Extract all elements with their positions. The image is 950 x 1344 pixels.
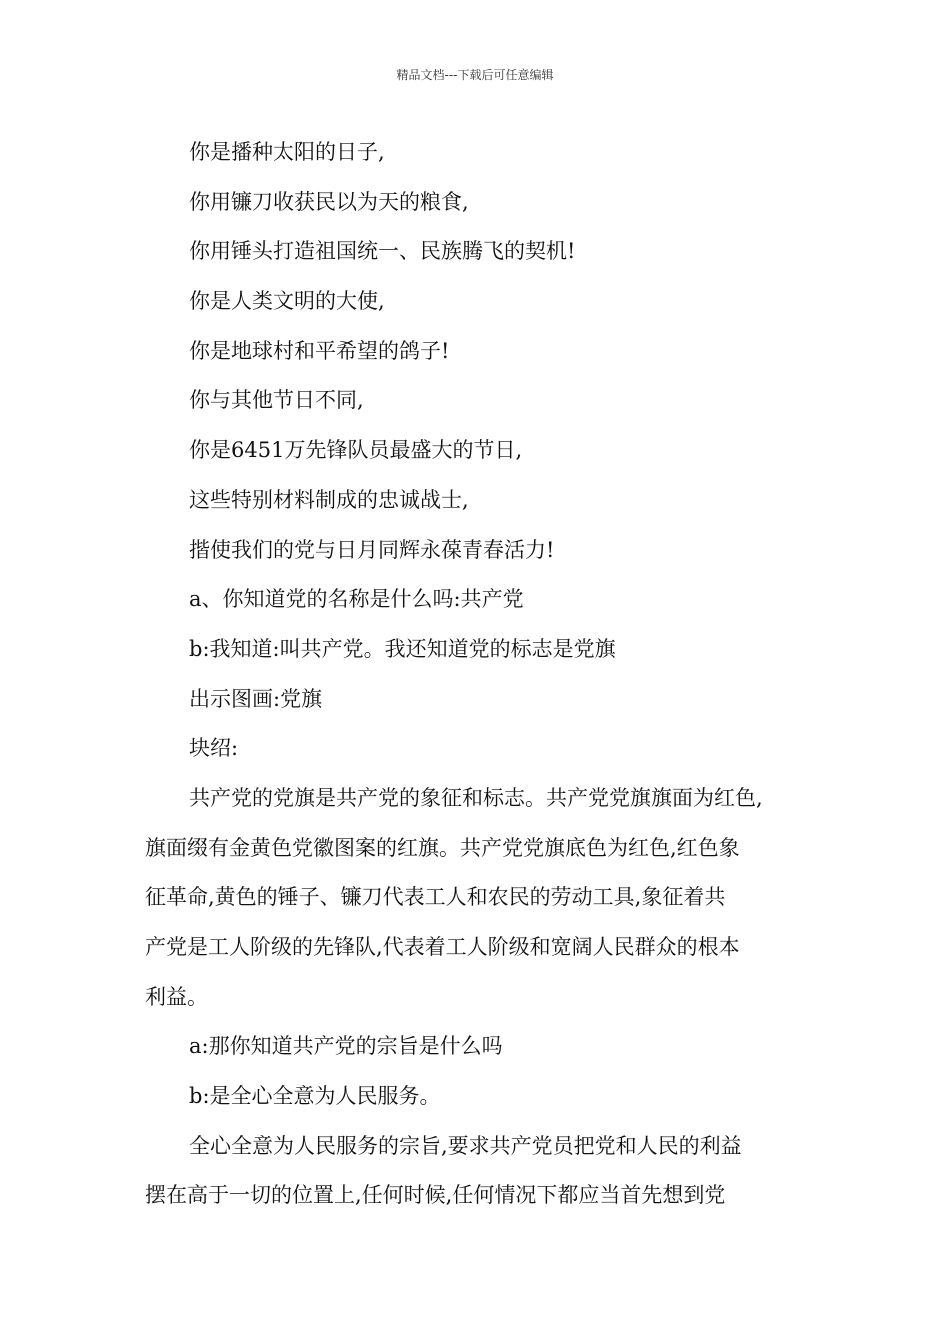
text-line: 你与其他节日不同, — [189, 388, 364, 413]
text-line: 出示图画:党旗 — [189, 686, 323, 711]
text-line: 揩使我们的党与日月同辉永葆青春活力! — [189, 537, 555, 562]
document-body — [145, 128, 835, 1221]
text-line: 块绍: — [189, 736, 239, 761]
text-line: a:那你知道共产党的宗旨是什么吗 — [189, 1034, 503, 1059]
paragraph-line: 共产党的党旗是共产党的象征和标志。共产党党旗旗面为红色, — [189, 785, 763, 810]
paragraph-line: 产党是工人阶级的先锋队,代表着工人阶级和宽阔人民群众的根本 — [145, 935, 740, 959]
text-line: 你是地球村和平希望的鸽子! — [189, 338, 450, 363]
text-line: a、你知道党的名称是什么吗:共产党 — [189, 587, 524, 612]
text-line: 你是6451万先锋队员最盛大的节日, — [189, 438, 523, 463]
paragraph-line: 全心全意为人民服务的宗旨,要求共产党员把党和人民的利益 — [189, 1133, 742, 1158]
text-line: 你是人类文明的大使, — [189, 289, 385, 314]
text-line: 你用镰刀收获民以为天的粮食, — [189, 189, 469, 214]
paragraph-line: 征革命,黄色的锤子、镰刀代表工人和农民的劳动工具,象征着共 — [145, 885, 726, 910]
paragraph-line: 利益。 — [145, 984, 208, 1009]
paragraph-line: 摆在高于一切的位置上,任何时候,任何情况下都应当首先想到党 — [145, 1183, 726, 1208]
text-line: b:我知道:叫共产党。我还知道党的标志是党旗 — [189, 636, 616, 661]
text-line: b:是全心全意为人民服务。 — [189, 1084, 441, 1109]
paragraph-line: 旗面缀有金黄色党徽图案的红旗。共产党党旗底色为红色,红色象 — [145, 835, 740, 860]
text-line: 这些特别材料制成的忠诚战士, — [189, 487, 469, 512]
page-header: 精品文档---下载后可任意编辑 — [396, 68, 554, 82]
text-line: 你用锤头打造祖国统一、民族腾飞的契机! — [189, 239, 576, 264]
text-line: 你是播种太阳的日子, — [189, 140, 385, 164]
